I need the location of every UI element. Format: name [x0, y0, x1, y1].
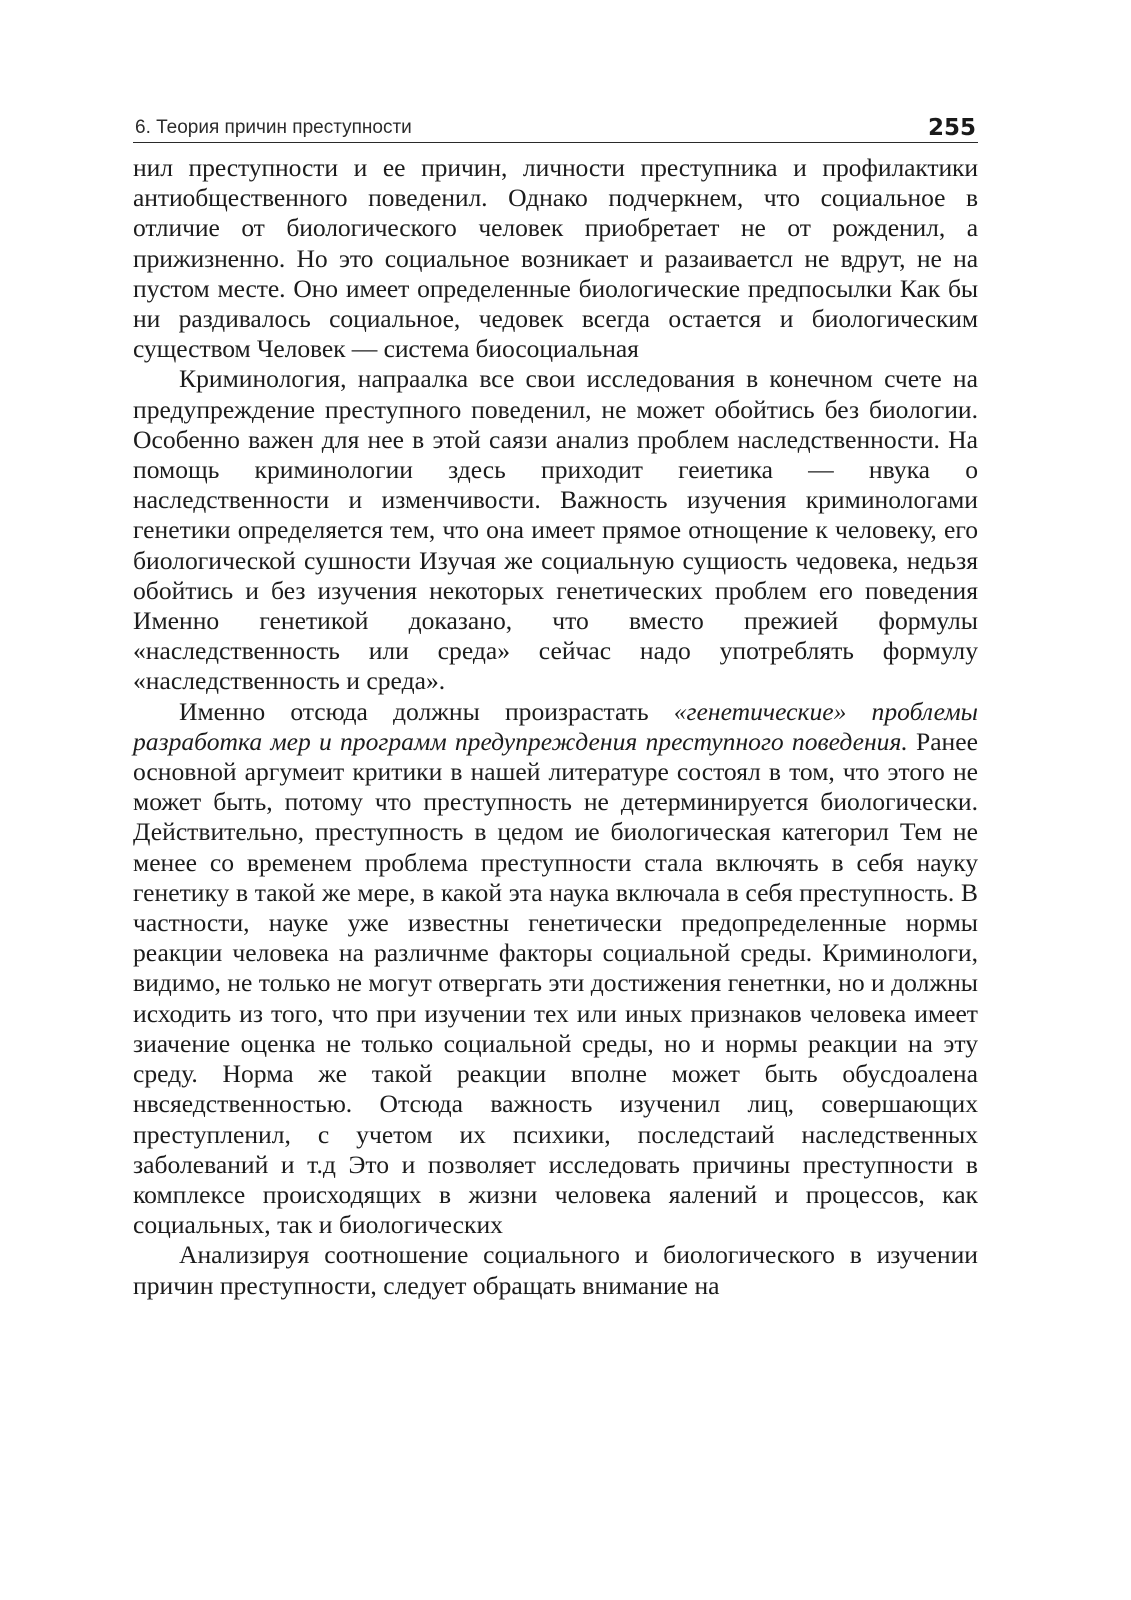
paragraph-3-rest: Ранее основной аргумеит критики в нашей литературе состоял в том, что этого не может быть, потому что преступность не детерминируется биологически. Действительно, преступность в цедом ие биологическая категорил Тем не менее со временем проблема преступности стала включять в себя науку генетику в такой же мере, в какой эта наука включала в себя преступность. В частности, науке уже известны генетически предопределенные нормы реакции человека на различнме факторы социальной среды. Криминологи, видимо, не только не могут отвергать эти достижения генетнки, но и должны исходить из того, что при изучении тех или иных признаков человека имеет зиачение оценка не только социальной среды, но и нормы реакции на эту среду. Норма же такой реакции вполне может быть обусдоалена нвсяедственностью. Отсюда важность изученил лиц, совершающих преступленил, с учетом их психики, последстаий наследственных заболеваний и т.д Это и позволяет исследовать причины преступности в комплексе происходящих в жизни человека яалений и процессов, как социальных, так и биологических: [133, 726, 978, 1240]
book-page: [133, 108, 978, 1301]
paragraph-3: [133, 697, 978, 1241]
page-header: [133, 108, 978, 143]
paragraph-3-lead: Именно отсюда должны произрастать: [179, 696, 674, 726]
paragraph-2: Криминология, напраалка все свои исследования в конечном счете на предупреждение преступного поведенил, не может обойтись без биологии. Особенно важен для нее в этой саязи анализ проблем наследственности. На помощь криминологии здесь приходит геиетика — нвука о наследственности и изменчивости. Важность изучения криминологами генетики определяется тем, что она имеет прямое отнощение к человеку, его биологической сушности Изучая же социальную сущиость чедовека, недьзя обойтись и без изучения некоторых генетических проблем его поведения Именно генетикой доказано, что вместо прежией формулы «наследственность или среда» сейчас надо употреблять формулу «наследственность и среда».: [133, 364, 978, 696]
running-title: 6. Теория причин преступности: [135, 117, 412, 138]
page-number: 255: [927, 115, 976, 141]
paragraph-1: нил преступности и ее причин, личности преступника и профилактики антиобщественного поведенил. Однако подчеркнем, что социальное в отличие от биологического человек приобретает не от рожденил, а прижизненно. Но это социальное возникает и разаиваетсл не вдрут, не на пустом месте. Оно имеет определенные биологические предпосылки Как бы ни раздивалось социальное, чедовек всегда остается и биологическим существом Человек — система биосоциальная: [133, 153, 978, 364]
paragraph-3-italic: «генетические» проблемы разработка мер и программ предупреждения преступного поведения.: [133, 696, 979, 756]
paragraph-4: Анализируя соотношение социального и биологического в изучении причин преступности, следует обращать внимание на: [133, 1240, 978, 1300]
body-text: [133, 153, 978, 1301]
